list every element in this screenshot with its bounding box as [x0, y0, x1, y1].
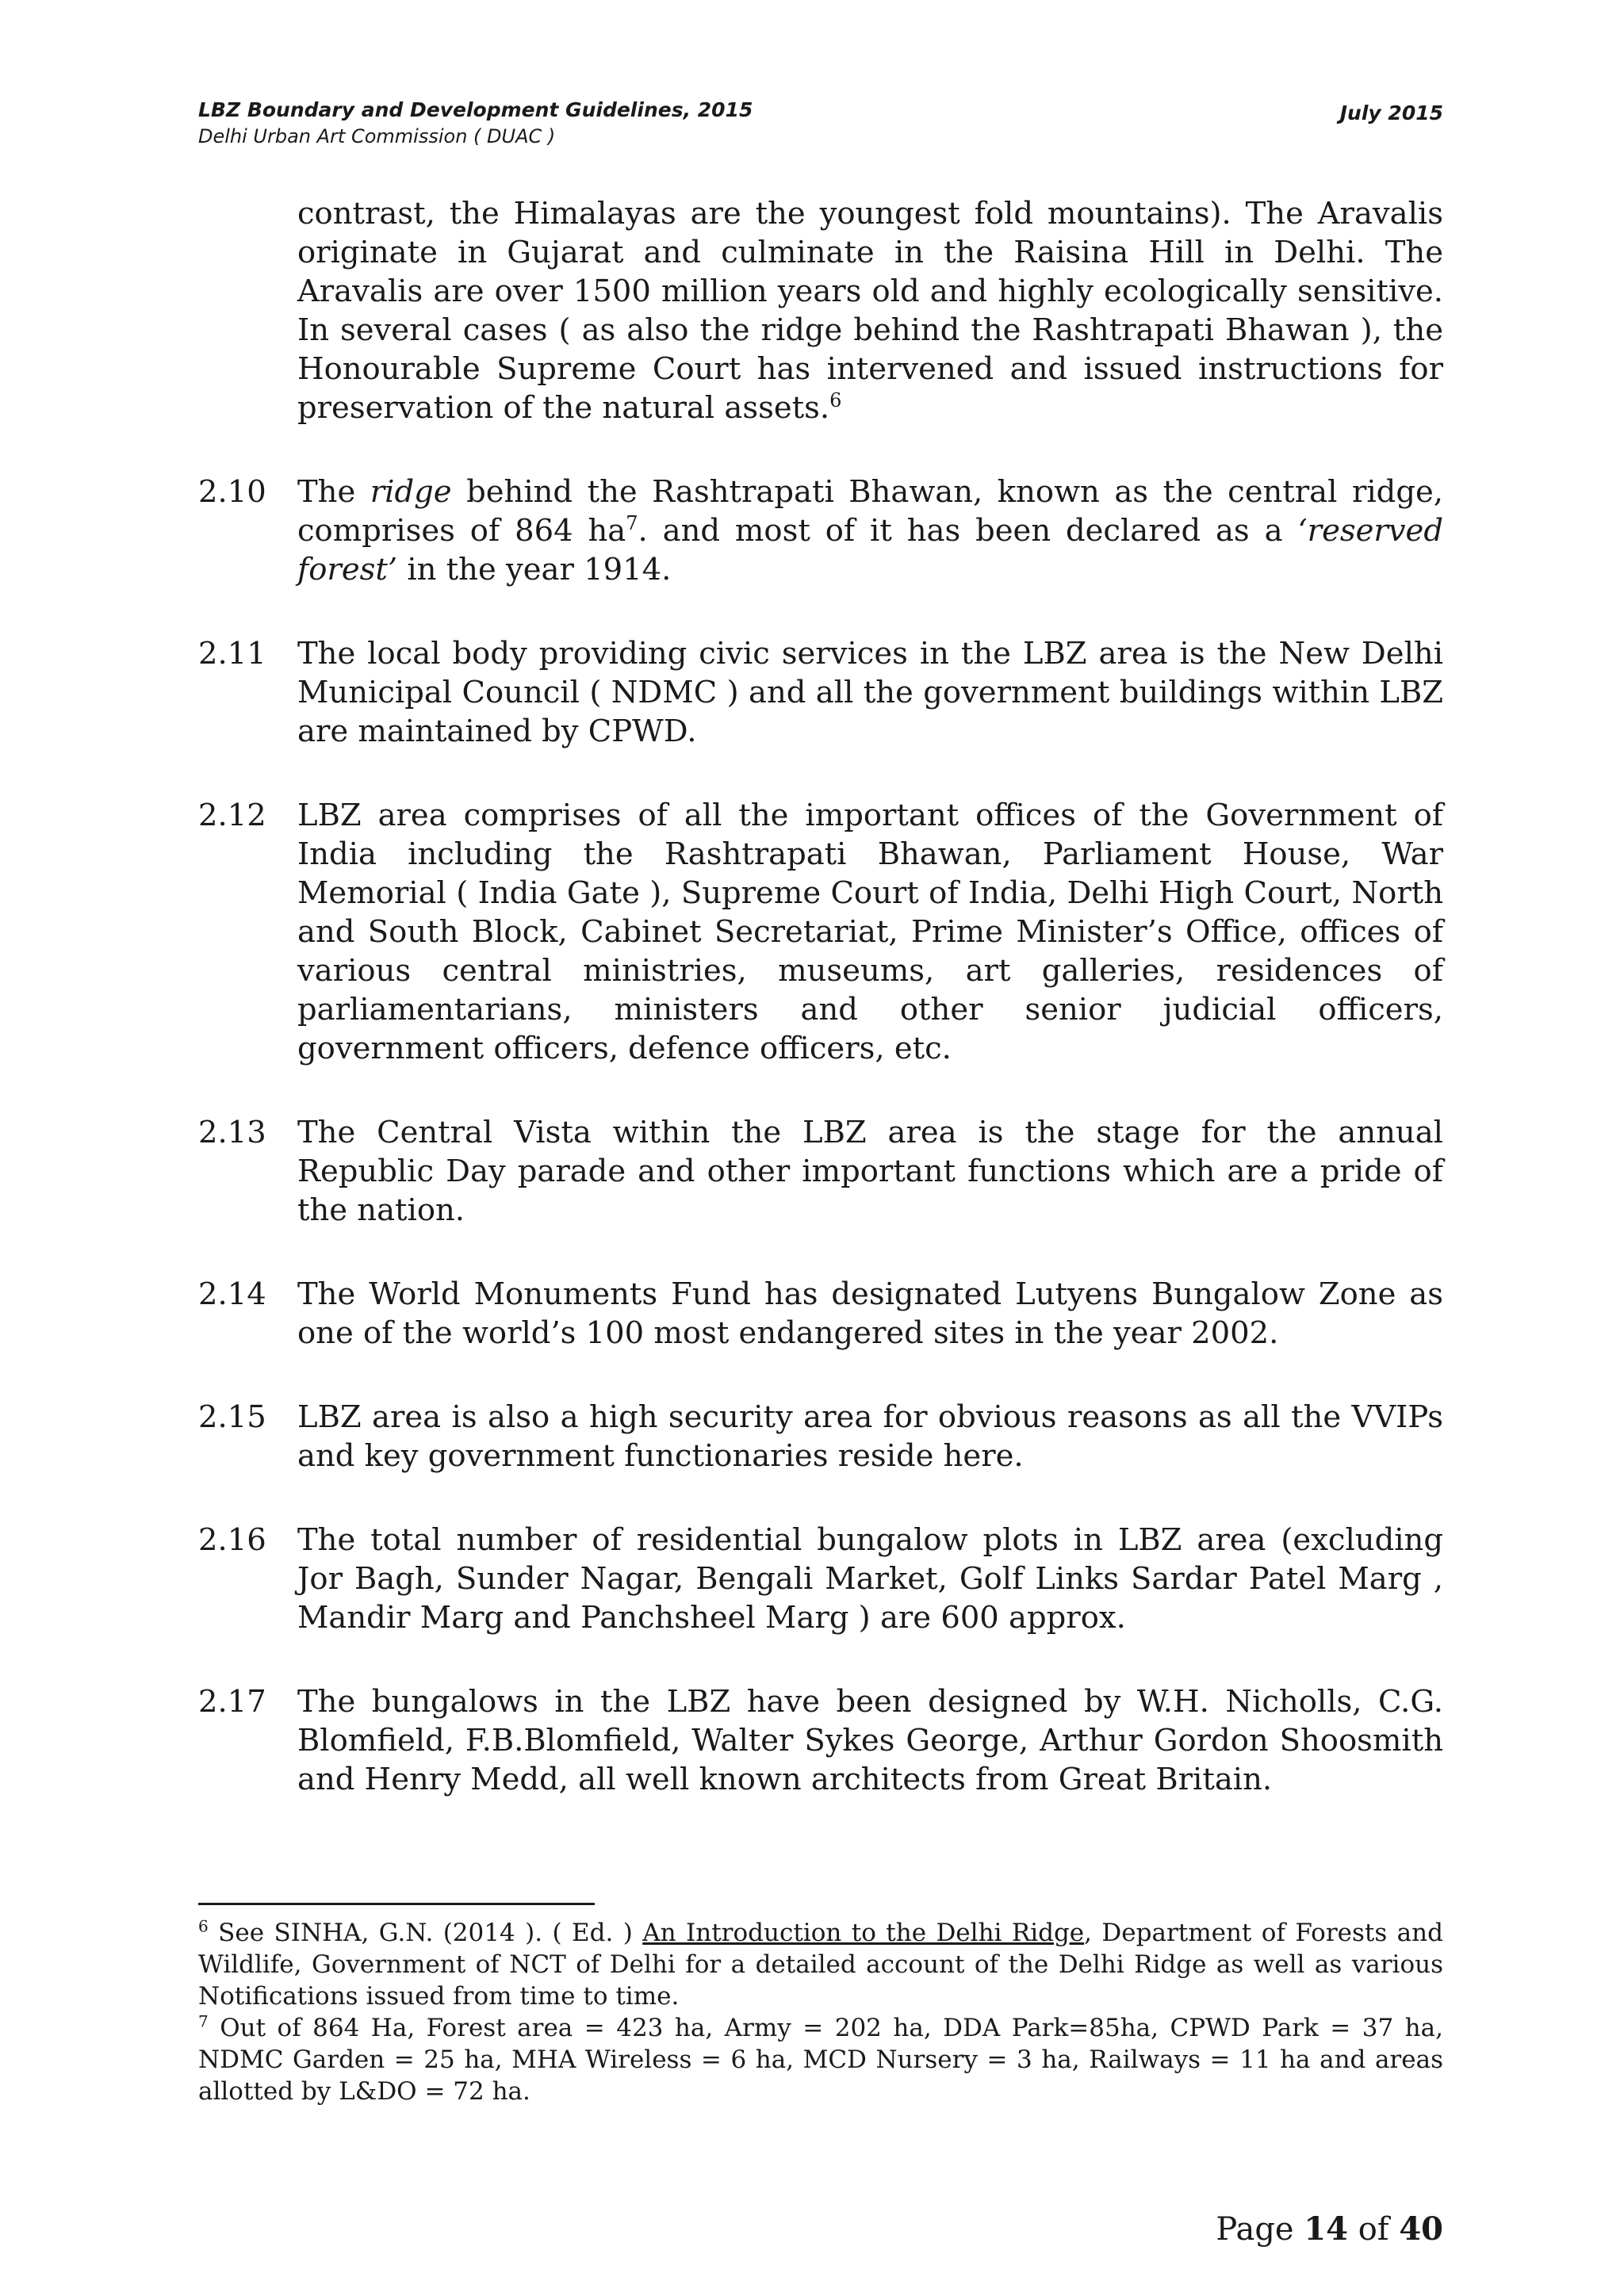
running-header [198, 97, 1443, 149]
footnote-text: See SINHA, G.N. (2014 ). ( Ed. ) [208, 1919, 643, 1947]
current-page-number: 14 [1304, 2210, 1348, 2248]
paragraph-2-13 [198, 1113, 1443, 1230]
paragraph-text: The bungalows in the LBZ have been designed by W.H. Nicholls, C.G. Blomfield, F.B.Blomfield, Walter Sykes George, Arthur Gordon Shoosmith and Henry Medd, all well known architects from Great Britain. [297, 1684, 1443, 1797]
paragraph-text: The Central Vista within the LBZ area is the stage for the annual Republic Day parade and other important functions which are a pride of the nation. [297, 1115, 1443, 1228]
paragraph-number: 2.17 [198, 1684, 266, 1720]
header-title: LBZ Boundary and Development Guidelines, 2015 [198, 98, 753, 121]
text-run: behind the Rashtrapati Bhawan, known as the central ridge, comprises of 864 ha [297, 474, 1443, 549]
paragraph-text: LBZ area comprises of all the important offices of the Government of India including the Rashtrapati Bhawan, Parliament House, War Memorial ( India Gate ), Supreme Court of India, Delhi High Court, North and South Block, Cabinet Secretariat, Prime Minister’s Office, offices of various central ministries, museums, art galleries, residences of parliamentarians, ministers and other senior judicial officers, government officers, defence officers, etc. [297, 798, 1443, 1066]
paragraph-text [297, 473, 1443, 589]
paragraph-number: 2.12 [198, 798, 266, 833]
paragraph-2-16 [198, 1521, 1443, 1637]
paragraph-text: The total number of residential bungalow plots in LBZ area (excluding Jor Bagh, Sunder Nagar, Bengali Market, Golf Links Sardar Patel Marg , Mandir Marg and Panchsheel Marg ) are 600 approx. [297, 1522, 1443, 1636]
footnote-ref-6[interactable]: 6 [829, 389, 842, 412]
paragraph-2-15 [198, 1398, 1443, 1475]
footnote-ref-7[interactable]: 7 [626, 512, 638, 535]
paragraph-number: 2.14 [198, 1276, 266, 1312]
paragraph-text: The World Monuments Fund has designated Lutyens Bungalow Zone as one of the world’s 100 most endangered sites in the year 2002. [297, 1276, 1443, 1351]
paragraph-2-14 [198, 1275, 1443, 1353]
paragraph-2-11 [198, 634, 1443, 751]
footnote-mark: 7 [198, 2011, 209, 2031]
italic-term-reserved-forest: ‘reserved forest’ [297, 513, 1443, 587]
page-label: Page [1216, 2211, 1294, 2248]
paragraph-number: 2.16 [198, 1522, 266, 1558]
paragraph-2-12 [198, 796, 1443, 1068]
text-run: The [297, 474, 370, 510]
continued-paragraph-text: contrast, the Himalayas are the youngest fold mountains). The Aravalis originate in Gujarat and culminate in the Raisina Hill in Delhi. The Aravalis are over 1500 million years old and highly ecologically sensitive. In several cases ( as also the ridge behind the Rashtrapati Bhawan ), the Honourable Supreme Court has intervened and issued instructions for preservation of the natural assets. [297, 196, 1443, 426]
paragraph-number: 2.10 [198, 474, 266, 510]
page-number-footer [1216, 2210, 1443, 2248]
footnote-6 [198, 1917, 1443, 2012]
of-label: of [1358, 2211, 1389, 2248]
paragraph-2-17 [198, 1682, 1443, 1799]
footnotes [198, 1917, 1443, 2107]
footnote-book-title: An Introduction to the Delhi Ridge [642, 1919, 1085, 1947]
italic-term-ridge: ridge [370, 474, 452, 510]
continued-paragraph [297, 194, 1443, 427]
footnote-text: Out of 864 Ha, Forest area = 423 ha, Army = 202 ha, DDA Park=85ha, CPWD Park = 37 ha, NDMC Garden = 25 ha, MHA Wireless = 6 ha, MCD Nursery = 3 ha, Railways = 11 ha and areas allotted by L&DO = 72 ha. [198, 2014, 1443, 2106]
footnote-mark: 6 [198, 1916, 209, 1936]
text-run: in the year 1914. [397, 552, 672, 587]
footnote-text: , Department of Forests and Wildlife, Government of NCT of Delhi for a detailed account of the Delhi Ridge as well as various Notifications issued from time to time. [198, 1919, 1443, 2011]
header-date: July 2015 [1339, 101, 1443, 124]
paragraph-number: 2.15 [198, 1399, 266, 1435]
paragraph-text: LBZ area is also a high security area for obvious reasons as all the VVIPs and key government functionaries reside here. [297, 1399, 1443, 1474]
paragraph-number: 2.13 [198, 1115, 266, 1150]
paragraph-text: The local body providing civic services in the LBZ area is the New Delhi Municipal Council ( NDMC ) and all the government buildings within LBZ are maintained by CPWD. [297, 636, 1443, 749]
body-text [198, 194, 1443, 1799]
footnote-separator [198, 1903, 595, 1905]
footnote-7 [198, 2012, 1443, 2107]
paragraph-number: 2.11 [198, 636, 266, 672]
text-run: . and most of it has been declared as a [638, 513, 1298, 549]
paragraph-2-10 [198, 473, 1443, 589]
total-pages: 40 [1399, 2210, 1443, 2248]
header-subtitle: Delhi Urban Art Commission ( DUAC ) [198, 125, 556, 147]
